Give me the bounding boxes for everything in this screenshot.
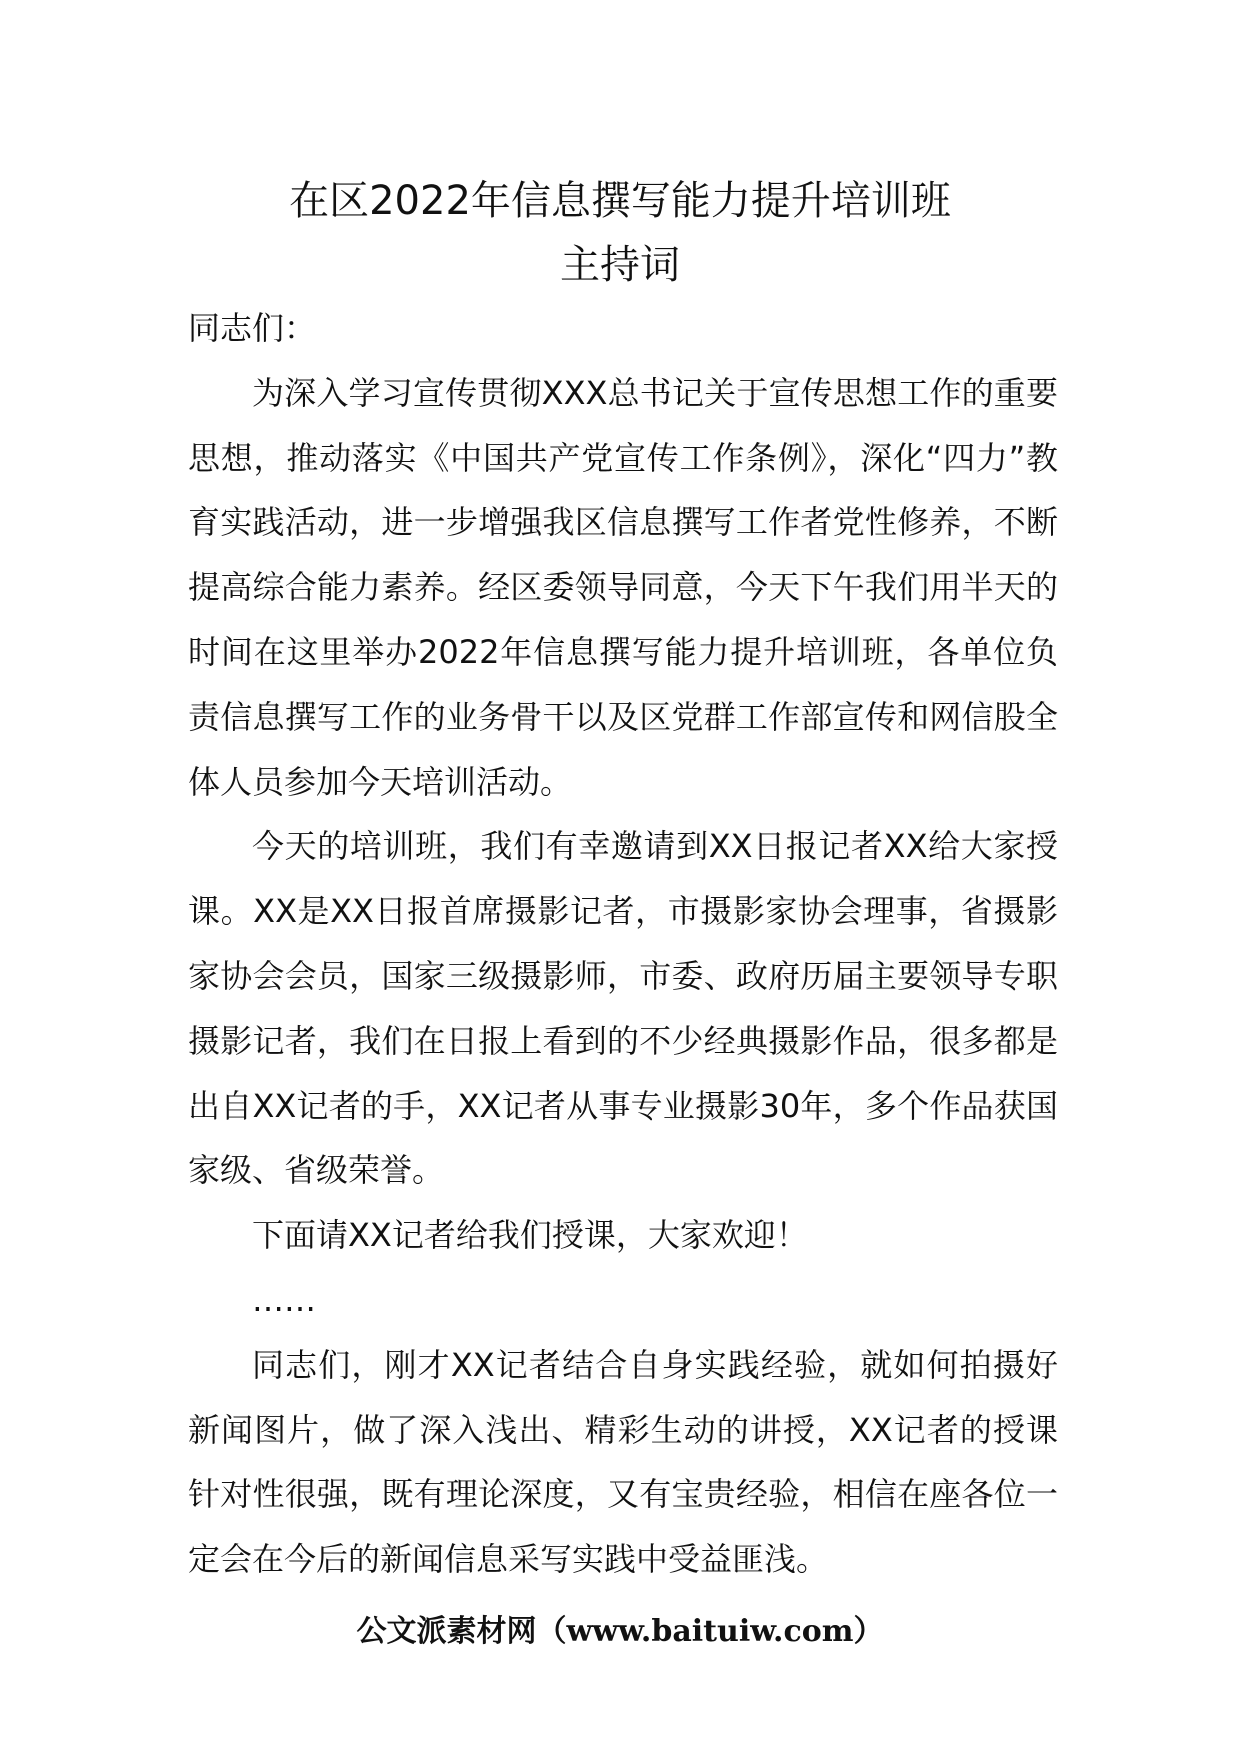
document-title-line-1: 在区2022年信息撰写能力提升培训班: [289, 178, 951, 224]
footer-watermark: 公文派素材网（www.baituiw.com）: [356, 1614, 884, 1649]
document-body: [188, 296, 1058, 1592]
paragraph-intro: 为深入学习宣传贯彻XXX总书记关于宣传思想工作的重要思想，推动落实《中国共产党宣传工作条例》，深化“四力”教育实践活动，进一步增强我区信息撰写工作者党性修养，不断提高综合能力素养。经区委领导同意，今天下午我们用半天的时间在这里举办2022年信息撰写能力提升培训班，各单位负责信息撰写工作的业务骨干以及区党群工作部宣传和网信股全体人员参加今天培训活动。: [188, 373, 1058, 801]
salutation: 同志们：: [188, 309, 317, 347]
paragraph-ellipsis: ……: [252, 1280, 316, 1319]
paragraph-speaker-intro: 今天的培训班，我们有幸邀请到XX日报记者XX给大家授课。XX是XX日报首席摄影记者，市摄影家协会理事，省摄影家协会会员，国家三级摄影师，市委、政府历届主要领导专职摄影记者，我们在日报上看到的不少经典摄影作品，很多都是出自XX记者的手，XX记者从事专业摄影30年，多个作品获国家级、省级荣誉。: [188, 827, 1058, 1190]
paragraph-summary: 同志们，刚才XX记者结合自身实践经验，就如何拍摄好新闻图片，做了深入浅出、精彩生动的讲授，XX记者的授课针对性很强，既有理论深度，又有宝贵经验，相信在座各位一定会在今后的新闻信息采写实践中受益匪浅。: [188, 1345, 1058, 1579]
paragraph-welcome: 下面请XX记者给我们授课，大家欢迎！: [252, 1216, 808, 1255]
document-title-line-2: 主持词: [560, 242, 680, 288]
